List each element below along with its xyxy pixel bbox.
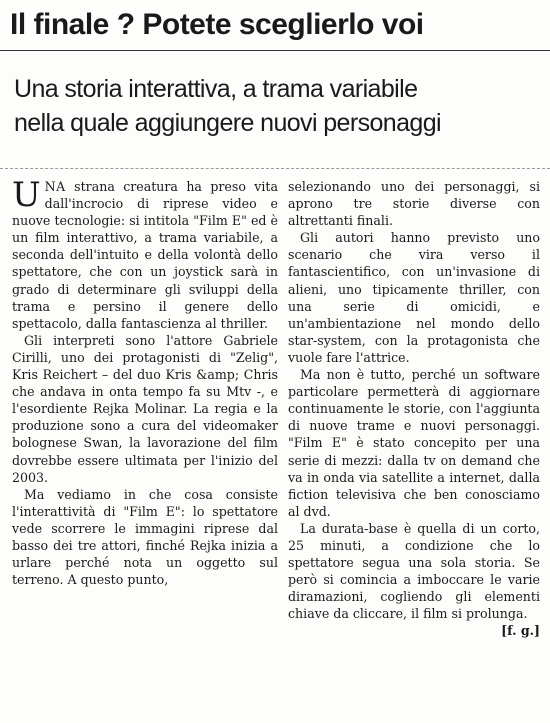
- subheadline-line-1: Una storia interattiva, a trama variabile: [14, 75, 418, 103]
- paragraph-3: Ma vediamo in che cosa consiste l'interattività di "Film E": lo spettatore vede scorrere le immagini riprese dal basso dei tre attori, finché Rejka inizia a urlare perché nota un oggetto sul terreno. A questo punto,: [12, 486, 278, 588]
- paragraph-1-text: strana creatura ha preso vita dall'incrocio di riprese video e nuove tecnologie: si intitola "Film E" ed è un film interattivo, a trama variabile, a seconda dell'intuito e della volontà dello spettatore, che con un joystick sarà in grado di determinare gli sviluppi della trama e persino il genere dello spettacolo, dalla fantascienza al thriller.: [12, 179, 278, 331]
- paragraph-1: [12, 175, 278, 332]
- paragraph-6-text: La durata-base è quella di un corto, 25 minuti, a condizione che lo spettatore segua una sola storia. Se però si comincia a imboccare le varie diramazioni, cogliendo gli elementi chiave da cliccare, il film si prolunga.: [288, 520, 540, 622]
- lead-word: NA: [44, 179, 66, 194]
- paragraph-4: Gli autori hanno previsto uno scenario che vira verso il fantascientifico, con un'invasione di alieni, uno tipicamente thriller, con una serie di omicidi, e un'ambientazione nel mondo dello star-system, con la protagonista che vuole fare l'attrice.: [288, 230, 540, 365]
- headline: Il finale ? Potete sceglierlo voi: [10, 8, 424, 41]
- paragraph-2: Gli interpreti sono l'attore Gabriele Cirilli, uno dei protagonisti di "Zelig", Kris Reichert – del duo Kris &amp; Chris che andava in onta tempo fa su Mtv -, e l'esordiente Rejka Molinar. La regia e la produzione sono a cura del videomaker bolognese Swan, la lavorazione del film dovrebbe essere ultimata per l'inizio del 2003.: [12, 332, 278, 485]
- right-column: [288, 178, 540, 640]
- subhead-rule: [0, 168, 550, 169]
- left-column: [12, 175, 278, 588]
- author-signature: [f. g.]: [501, 623, 540, 639]
- drop-cap: U: [12, 175, 41, 215]
- headline-rule: [0, 50, 550, 51]
- paragraph-3-continued: selezionando uno dei personaggi, si aprono tre storie diverse con altrettanti finali.: [288, 179, 540, 229]
- subheadline: [14, 72, 544, 140]
- paragraph-6: [288, 520, 540, 639]
- paragraph-5: Ma non è tutto, perché un software particolare permetterà di aggiornare continuamente le storie, con l'aggiunta di nuove trame e nuovi personaggi. "Film E" è stato concepito per una serie di mezzi: dalla tv on demand che va in onda via satellite a internet, dalla fiction televisiva che ben conosciamo al dvd.: [288, 367, 540, 519]
- subheadline-line-2: nella quale aggiungere nuovi personaggi: [14, 109, 441, 137]
